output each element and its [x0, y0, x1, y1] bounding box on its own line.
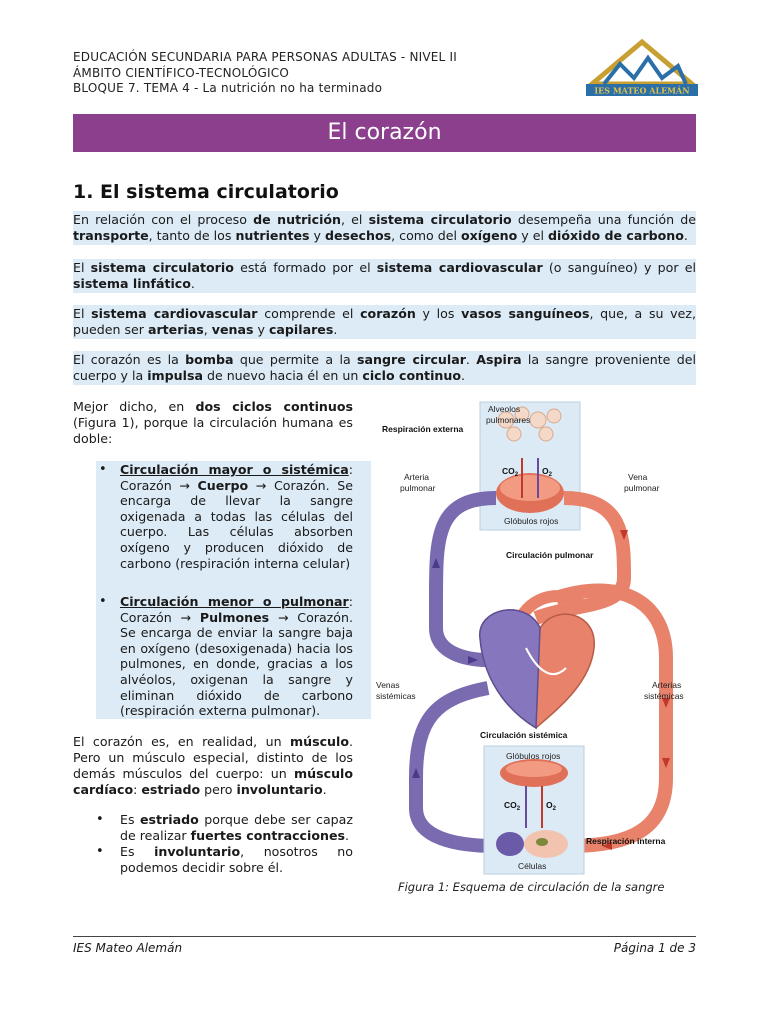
label-o2-bottom-subscript: 2 [552, 806, 556, 812]
label-arterias-sistemicas: sistémicas [644, 691, 684, 701]
logo-text: IES MATEO ALEMÁN [594, 85, 690, 96]
header-line-3: BLOQUE 7. TEMA 4 - La nutrición no ha terminado [73, 81, 383, 95]
bullet-involuntary: Es involuntario, nosotros no podemos decidir sobre él. [120, 844, 353, 875]
label-celulas: Células [518, 861, 547, 871]
paragraph-1: En relación con el proceso de nutrición, el sistema circulatorio desempeña una función de transporte, tanto de los nutrientes y desechos, como del oxígeno y el dióxido de carbono. [73, 212, 697, 243]
label-arteria-pulmonar: pulmonar [400, 483, 436, 493]
paragraph-6: El corazón es, en realidad, un músculo. Pero un músculo especial, distinto de los demás músculos del cuerpo: un músculo cardíaco: estriado pero involuntario. [73, 734, 353, 797]
label-co2-bottom: CO [504, 800, 517, 810]
figure-caption: Figura 1: Esquema de circulación de la sangre [398, 880, 665, 894]
label-respiracion-externa: Respiración externa [382, 424, 464, 434]
bullet-glyph: • [99, 462, 107, 477]
paragraph-5: Mejor dicho, en dos ciclos continuos (Figura 1), porque la circulación humana es doble: [73, 399, 353, 446]
header-line-2: ÁMBITO CIENTÍFICO-TECNOLÓGICO [73, 65, 289, 80]
document-header [73, 50, 457, 97]
label-respiracion-interna: Respiración interna [586, 836, 666, 846]
label-globulos-bottom: Glóbulos rojos [506, 751, 561, 761]
paragraph-2: El sistema circulatorio está formado por el sistema cardiovascular (o sanguíneo) y por el sistema linfático. [73, 260, 697, 291]
label-o2-subscript: 2 [548, 472, 552, 478]
footer-page-number: Página 1 de 3 [613, 941, 696, 955]
label-pulmonares: pulmonares [486, 415, 531, 425]
footer-school: IES Mateo Alemán [73, 941, 183, 955]
page-title: El corazón [73, 114, 696, 152]
bullet-glyph: • [96, 812, 104, 827]
circulation-diagram [376, 398, 698, 876]
footer-divider [73, 936, 696, 937]
label-vena: Vena [628, 472, 648, 482]
label-co2-bottom-subscript: 2 [516, 806, 521, 812]
label-globulos-top: Glóbulos rojos [504, 516, 559, 526]
paragraph-3: El sistema cardiovascular comprende el corazón y los vasos sanguíneos, que, a su vez, pueden ser arterias, venas y capilares. [73, 306, 696, 337]
label-circulacion-pulmonar: Circulación pulmonar [506, 550, 594, 560]
label-o2-bottom: O [546, 800, 553, 810]
label-co2-subscript: 2 [514, 472, 519, 478]
section-heading: 1. El sistema circulatorio [73, 181, 339, 203]
label-vena-pulmonar: pulmonar [624, 483, 660, 493]
label-alveolos: Alveolos [488, 404, 521, 414]
label-o2: O [542, 466, 549, 476]
label-venas-sistemicas: sistémicas [376, 691, 416, 701]
bullet-glyph: • [99, 594, 107, 609]
label-co2: CO [502, 466, 515, 476]
label-arteria: Arteria [404, 472, 430, 482]
bullet-glyph: • [96, 844, 104, 859]
label-venas: Venas [376, 680, 400, 690]
paragraph-4: El corazón es la bomba que permite a la sangre circular. Aspira la sangre proveniente del cuerpo y la impulsa de nuevo hacia él en un ciclo continuo. [73, 352, 697, 383]
school-logo [586, 38, 698, 98]
body-cells-icon [496, 830, 568, 858]
header-line-1: EDUCACIÓN SECUNDARIA PARA PERSONAS ADULTAS - NIVEL II [73, 50, 457, 64]
label-arterias: Arterias [652, 680, 682, 690]
bullet-systemic-circulation: Circulación mayor o sistémica: Corazón → Cuerpo → Corazón. Se encarga de llevar la sangre oxigenada a todas las células del cuerpo. Las células absorben oxígeno y producen dióxido de carbono (respiración interna celular) [120, 462, 354, 571]
bullet-pulmonary-circulation: Circulación menor o pulmonar: Corazón → Pulmones → Corazón. Se encarga de enviar la sangre baja en oxígeno (desoxigenada) hacia los pulmones, en donde, gracias a los alvéolos, oxigenan la sangre y eliminan dióxido de carbono (respiración externa pulmonar). [120, 594, 353, 719]
label-circulacion-sistemica: Circulación sistémica [480, 730, 568, 740]
bullet-striated: Es estriado porque debe ser capaz de realizar fuertes contracciones. [120, 812, 353, 843]
